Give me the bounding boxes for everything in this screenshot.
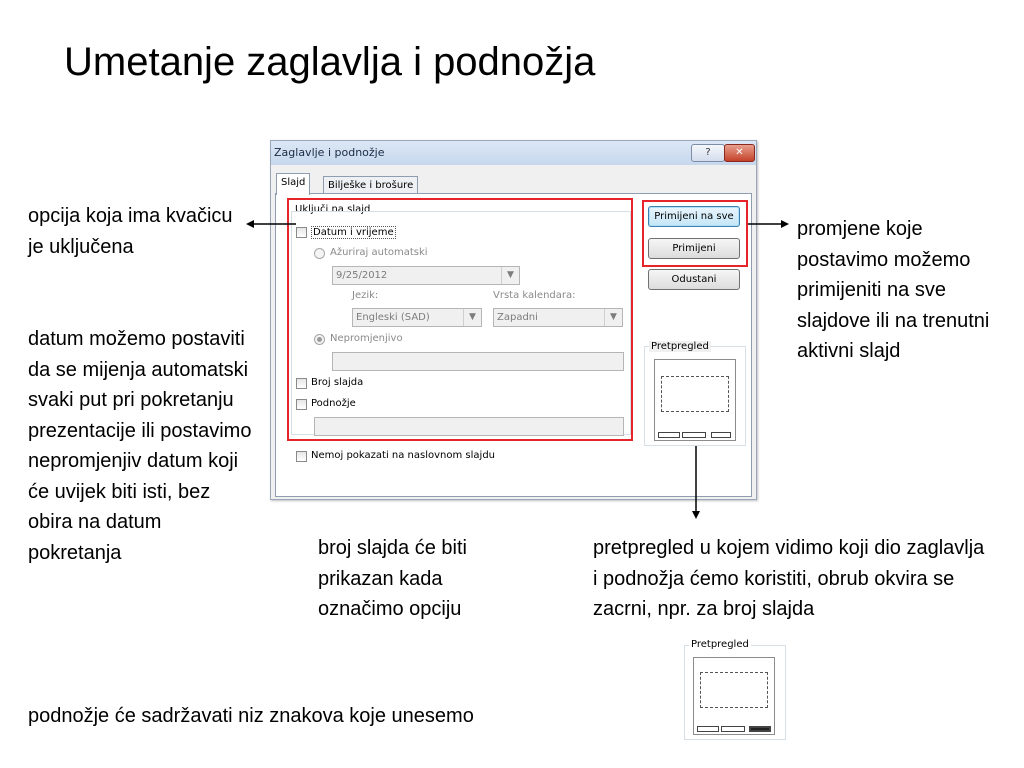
tab-notes-handouts[interactable]: Bilješke i brošure (323, 176, 418, 196)
preview-label: Pretpregled (651, 341, 709, 352)
slide-title: Umetanje zaglavlja i podnožja (64, 40, 596, 84)
preview-example-footer (721, 726, 745, 732)
date-value: 9/25/2012 (336, 270, 388, 281)
dont-show-title-checkbox[interactable] (296, 451, 307, 462)
group-label: Uključi na slajd (295, 204, 371, 215)
dialog-title: Zaglavlje i podnožje (274, 146, 385, 159)
auto-update-label[interactable]: Ažuriraj automatski (330, 247, 428, 258)
arrow-head-left (246, 220, 254, 228)
arrow-head-right (781, 220, 789, 228)
dialog-titlebar[interactable] (271, 141, 756, 165)
slide-number-label[interactable]: Broj slajda (311, 377, 364, 388)
preview-example-body (700, 672, 768, 708)
apply-buttons-highlight-box (642, 200, 748, 267)
preview-number-placeholder (711, 432, 731, 438)
preview-date-placeholder (658, 432, 680, 438)
date-note: datum možemo postaviti da se mijenja automatski svaki put pri pokretanju prezentacije ili postavimo nepromjenjiv datum koji će uvijek biti isti, bez obira na datum pokretanja (28, 328, 252, 564)
chevron-down-icon[interactable]: ▼ (501, 267, 519, 284)
apply-note: promjene koje postavimo možemo primijeniti na sve slajdove ili na trenutni aktivni slajd (797, 218, 990, 362)
cancel-button[interactable]: Odustani (648, 269, 740, 290)
tab-slide[interactable]: Slajd (276, 173, 310, 195)
chevron-down-icon[interactable]: ▼ (604, 309, 622, 326)
footer-note: podnožje će sadržavati niz znakova koje unesemo (28, 705, 474, 727)
preview-note: pretpregled u kojem vidimo koji dio zaglavlja i podnožja ćemo koristiti, obrub okvira se zacrni, npr. za broj slajda (593, 537, 985, 620)
preview-body-placeholder (661, 376, 729, 412)
preview-thumbnail (654, 359, 736, 441)
preview-example-thumbnail (693, 657, 775, 735)
apply-button[interactable]: Primijeni (648, 238, 740, 259)
footer-label[interactable]: Podnožje (311, 398, 356, 409)
dont-show-title-label[interactable]: Nemoj pokazati na naslovnom slajdu (311, 450, 496, 461)
preview-example (684, 639, 786, 740)
close-button[interactable]: ✕ (724, 144, 755, 162)
language-value: Engleski (SAD) (356, 312, 430, 323)
header-footer-dialog (270, 140, 757, 500)
preview-footer-placeholder (682, 432, 706, 438)
slide-number-note: broj slajda će biti prikazan kada označimo opciju (318, 537, 467, 620)
date-time-label[interactable]: Datum i vrijeme (313, 227, 394, 238)
chevron-down-icon[interactable]: ▼ (463, 309, 481, 326)
language-label: Jezik: (352, 290, 379, 301)
preview-example-date (697, 726, 719, 732)
preview-example-label: Pretpregled (691, 639, 749, 650)
help-button[interactable]: ? (691, 144, 725, 162)
options-highlight-box (287, 198, 633, 441)
apply-to-all-button[interactable]: Primijeni na sve (648, 206, 740, 227)
calendar-value: Zapadni (497, 312, 538, 323)
arrow-head-down (692, 511, 700, 519)
fixed-date-label[interactable]: Nepromjenjivo (330, 333, 403, 344)
checkbox-note: opcija koja ima kvačicu je uključena (28, 205, 233, 258)
calendar-type-label: Vrsta kalendara: (493, 290, 576, 301)
preview-example-number (749, 726, 771, 732)
